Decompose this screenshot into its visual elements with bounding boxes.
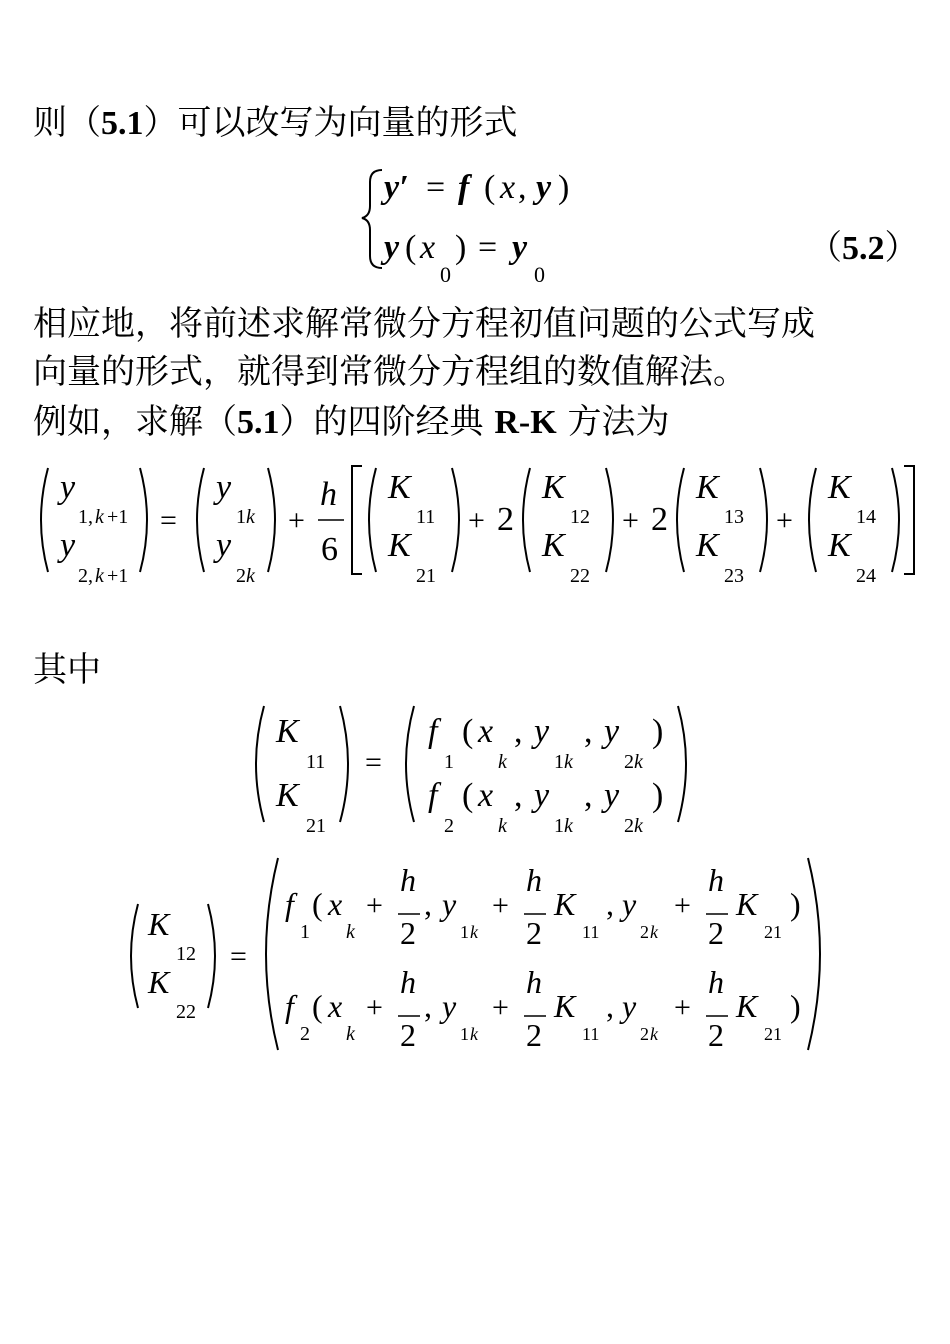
svg-text:11: 11 (582, 1024, 600, 1044)
svg-text:K: K (542, 469, 565, 506)
svg-text:0: 0 (534, 262, 545, 287)
svg-text:2: 2 (708, 1017, 724, 1053)
svg-text:,: , (514, 713, 523, 750)
svg-text:K: K (276, 777, 299, 814)
svg-text:y: y (512, 229, 528, 266)
equation-number: （5.2） (808, 228, 919, 268)
svg-text:y: y (534, 713, 550, 750)
svg-text:2: 2 (640, 1024, 649, 1044)
svg-text:): ) (652, 777, 664, 814)
svg-text:+: + (674, 889, 691, 922)
svg-text:13: 13 (724, 506, 744, 528)
svg-text:,: , (424, 886, 432, 922)
svg-text:x: x (478, 777, 494, 814)
svg-text:y: y (622, 886, 637, 922)
svg-text:(: ( (462, 777, 474, 814)
svg-text:(: ( (462, 713, 474, 750)
svg-text:k: k (246, 565, 255, 587)
svg-text:(: ( (312, 886, 323, 922)
svg-text:2: 2 (400, 915, 416, 951)
svg-text:2: 2 (651, 501, 668, 538)
intro-line: 则（5.1）可以改写为向量的形式 (33, 103, 518, 143)
svg-text:y: y (216, 469, 232, 506)
svg-text:): ) (790, 988, 801, 1024)
svg-text:24: 24 (856, 565, 876, 587)
svg-text:k: k (346, 921, 355, 943)
svg-text:1,: 1, (78, 506, 93, 528)
svg-text:2: 2 (526, 1017, 542, 1053)
svg-text:K: K (736, 988, 758, 1024)
svg-text:=: = (365, 746, 382, 779)
svg-text:+: + (776, 504, 793, 537)
svg-text:1: 1 (460, 922, 469, 942)
svg-text:h: h (320, 476, 337, 513)
svg-text:k: k (564, 815, 573, 837)
svg-text:): ) (455, 229, 467, 266)
svg-text:h: h (400, 862, 416, 898)
svg-text:(: ( (405, 229, 417, 266)
svg-text:h: h (526, 862, 542, 898)
svg-text:=: = (230, 940, 247, 973)
svg-text:K: K (554, 988, 576, 1024)
svg-text:+: + (622, 504, 639, 537)
svg-text:K: K (542, 527, 565, 564)
svg-text:11: 11 (582, 922, 600, 942)
svg-text:h: h (400, 964, 416, 1000)
svg-text:K: K (736, 886, 758, 922)
svg-text:+: + (366, 991, 383, 1024)
svg-text:y: y (442, 886, 457, 922)
svg-text:K: K (696, 527, 719, 564)
svg-text:k: k (634, 751, 643, 773)
svg-text:2: 2 (624, 751, 634, 773)
svg-text:+: + (492, 889, 509, 922)
svg-text:,: , (606, 988, 614, 1024)
svg-text:2: 2 (526, 915, 542, 951)
svg-text:1: 1 (444, 751, 454, 773)
svg-text:x: x (328, 988, 343, 1024)
svg-text:11: 11 (416, 506, 436, 528)
svg-text:1: 1 (236, 506, 246, 528)
svg-text:2: 2 (640, 922, 649, 942)
svg-text:+: + (468, 504, 485, 537)
svg-text:21: 21 (416, 565, 436, 587)
svg-text:0: 0 (440, 262, 451, 287)
svg-text:k: k (246, 506, 255, 528)
svg-text:12: 12 (176, 943, 196, 965)
paragraph-line-2: 向量的形式，就得到常微分方程组的数值解法。 (33, 352, 747, 392)
svg-text:1: 1 (300, 921, 310, 943)
svg-text:1: 1 (554, 815, 564, 837)
svg-text:f: f (428, 777, 438, 814)
svg-text:=: = (160, 504, 177, 537)
svg-text:y: y (604, 713, 620, 750)
svg-text:6: 6 (321, 531, 338, 568)
svg-text:2: 2 (497, 501, 514, 538)
svg-text:): ) (790, 886, 801, 922)
svg-text:K: K (388, 527, 411, 564)
svg-text:,: , (424, 988, 432, 1024)
svg-text:k: k (634, 815, 643, 837)
system-brace (362, 170, 382, 268)
svg-text:y: y (60, 469, 76, 506)
svg-text:y: y (216, 527, 232, 564)
svg-text:2: 2 (300, 1023, 310, 1045)
svg-text:y: y (534, 777, 550, 814)
svg-text:k: k (498, 751, 507, 773)
svg-text:f: f (285, 988, 294, 1024)
svg-text:(: ( (484, 169, 496, 206)
svg-text:+: + (674, 991, 691, 1024)
svg-text:(: ( (312, 988, 323, 1024)
svg-text:2: 2 (624, 815, 634, 837)
svg-text:k: k (95, 506, 104, 528)
svg-text:k: k (470, 1024, 478, 1044)
svg-text:,: , (584, 777, 593, 814)
svg-text:k: k (346, 1023, 355, 1045)
svg-text:x: x (500, 169, 516, 206)
svg-text:2,: 2, (78, 565, 93, 587)
svg-text:h: h (708, 964, 724, 1000)
svg-text:+: + (366, 889, 383, 922)
svg-text:y: y (536, 169, 552, 206)
svg-text:22: 22 (570, 565, 590, 587)
svg-text:K: K (828, 469, 851, 506)
svg-text:,: , (606, 886, 614, 922)
svg-text:21: 21 (764, 1024, 782, 1044)
svg-text:f: f (428, 713, 438, 750)
paragraph-line-1: 相应地，将前述求解常微分方程初值问题的公式写成 (33, 304, 815, 344)
svg-text:,: , (518, 169, 527, 206)
svg-text:): ) (558, 169, 570, 206)
svg-text:k: k (564, 751, 573, 773)
svg-text:y: y (60, 527, 76, 564)
svg-text:f: f (285, 886, 294, 922)
svg-text:K: K (828, 527, 851, 564)
svg-text:=: = (426, 169, 446, 206)
svg-text:x: x (478, 713, 494, 750)
svg-text:K: K (696, 469, 719, 506)
example-line: 例如，求解（5.1）的四阶经典 R-K 方法为 (33, 402, 670, 442)
svg-text:y: y (604, 777, 620, 814)
svg-text:+1: +1 (107, 565, 129, 587)
svg-text:k: k (498, 815, 507, 837)
svg-text:h: h (708, 862, 724, 898)
svg-text:2: 2 (708, 915, 724, 951)
svg-text:2: 2 (444, 815, 454, 837)
eq-y-prime: y′ (384, 169, 409, 206)
svg-text:14: 14 (856, 506, 876, 528)
svg-text:h: h (526, 964, 542, 1000)
svg-text:k: k (470, 922, 478, 942)
svg-text:y: y (384, 229, 400, 266)
svg-text:K: K (554, 886, 576, 922)
svg-text:22: 22 (176, 1001, 196, 1023)
svg-text:1: 1 (554, 751, 564, 773)
svg-text:23: 23 (724, 565, 744, 587)
svg-text:+: + (492, 991, 509, 1024)
svg-text:): ) (652, 713, 664, 750)
svg-text:K: K (148, 964, 170, 1000)
svg-text:y: y (442, 988, 457, 1024)
svg-text:x: x (420, 229, 436, 266)
svg-text:+: + (288, 504, 305, 537)
svg-text:k: k (650, 922, 658, 942)
svg-text:1: 1 (460, 1024, 469, 1044)
svg-text:,: , (514, 777, 523, 814)
svg-text:21: 21 (306, 815, 326, 837)
svg-text:k: k (95, 565, 104, 587)
svg-text:K: K (388, 469, 411, 506)
svg-text:11: 11 (306, 751, 326, 773)
svg-text:=: = (478, 229, 498, 266)
svg-text:K: K (276, 713, 299, 750)
svg-text:f: f (458, 169, 470, 206)
where-label: 其中 (33, 650, 101, 690)
svg-text:K: K (148, 906, 170, 942)
svg-text:2: 2 (236, 565, 246, 587)
svg-text:12: 12 (570, 506, 590, 528)
svg-text:2: 2 (400, 1017, 416, 1053)
svg-text:x: x (328, 886, 343, 922)
svg-text:21: 21 (764, 922, 782, 942)
svg-text:,: , (584, 713, 593, 750)
svg-text:+1: +1 (107, 506, 129, 528)
svg-text:y: y (622, 988, 637, 1024)
svg-text:k: k (650, 1024, 658, 1044)
